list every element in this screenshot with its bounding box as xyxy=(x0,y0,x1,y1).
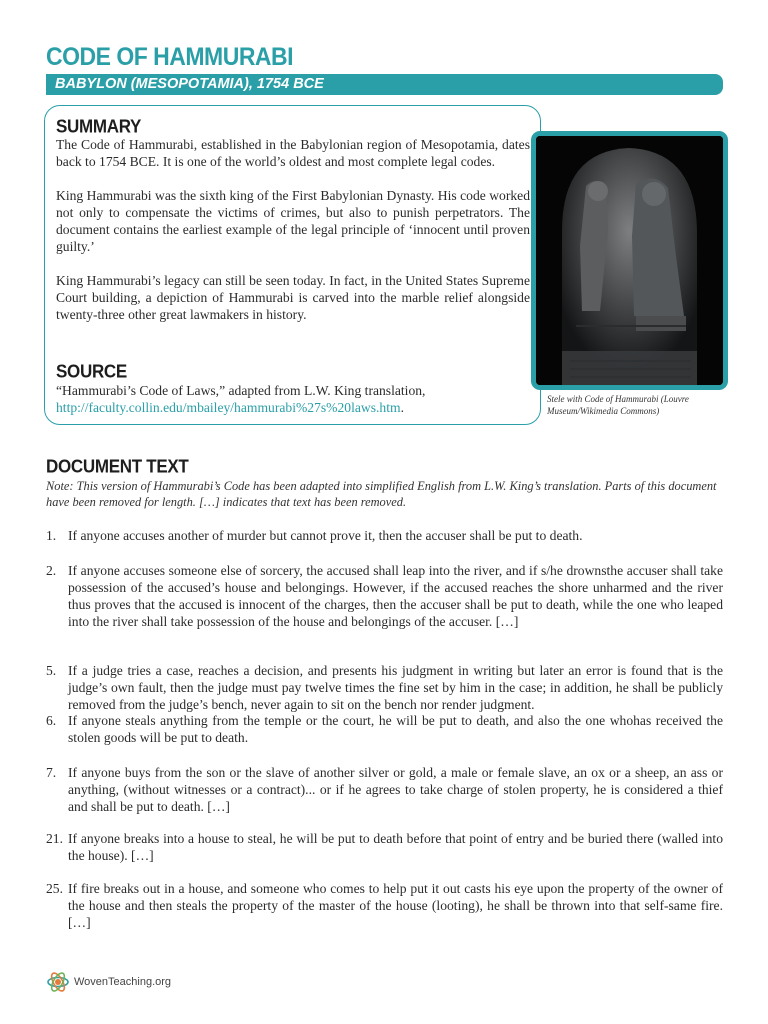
summary-heading: SUMMARY xyxy=(56,116,142,137)
document-heading: DOCUMENT TEXT xyxy=(46,456,189,477)
page-subtitle: BABYLON (MESOPOTAMIA), 1754 BCE xyxy=(55,76,324,92)
law-item xyxy=(46,527,723,544)
source-link[interactable]: http://faculty.collin.edu/mbailey/hammurabi%27s%20laws.htm xyxy=(56,400,401,415)
woven-logo-icon xyxy=(46,970,70,994)
law-text: If anyone buys from the son or the slave of another silver or gold, a male or female slave, an ox or a sheep, an ass or anything, (without witnesses or a contract)... or if he agrees to take charge of stolen property, he is considered a thief and shall be put to death. […] xyxy=(68,765,723,814)
law-text: If anyone breaks into a house to steal, he will be put to death before that point of entry and be buried there (walled into the house). […] xyxy=(68,831,723,863)
summary-paragraph: The Code of Hammurabi, established in the Babylonian region of Mesopotamia, dates back to 1754 BCE. It is one of the world’s oldest and most complete legal codes. xyxy=(56,137,530,169)
source-citation: “Hammurabi’s Code of Laws,” adapted from L.W. King translation, xyxy=(56,383,426,398)
law-item xyxy=(46,562,723,630)
law-number: 2. xyxy=(46,563,57,578)
law-item xyxy=(46,712,723,746)
law-item xyxy=(46,662,723,713)
source-heading: SOURCE xyxy=(56,361,127,382)
law-item xyxy=(46,764,723,815)
summary-box xyxy=(44,105,541,425)
page-title: CODE OF HAMMURABI xyxy=(46,42,294,71)
law-text: If anyone accuses another of murder but cannot prove it, then the accuser shall be put to death. xyxy=(68,528,583,543)
image-caption: Stele with Code of Hammurabi (Louvre Museum/Wikimedia Commons) xyxy=(547,394,689,416)
subtitle-bar xyxy=(46,74,723,95)
footer-site: WovenTeaching.org xyxy=(74,976,172,988)
summary-paragraph: King Hammurabi was the sixth king of the First Babylonian Dynasty. His code worked not only to compensate the victims of crimes, but also to punish perpetrators. The document contains the earliest example of the legal principle of ‘innocent until proven guilty.’ xyxy=(56,188,530,254)
stele-illustration xyxy=(536,136,723,385)
law-text: If anyone steals anything from the temple or the court, he will be put to death, and also the one whohas received the stolen goods will be put to death. xyxy=(68,713,723,745)
law-text: If anyone accuses someone else of sorcery, the accused shall leap into the river, and if s/he drownsthe accuser shall take possession of the accused’s house and belongings. However, if the accused reaches the shore unharmed and the river thus proves that the accused is innocent of the charges, then the accuser shall be put to death, while the one who leaped into the river shall take possession of the house and belongings of the accuser. […] xyxy=(68,563,723,629)
stele-image xyxy=(536,136,723,385)
stele-image-frame xyxy=(531,131,728,390)
summary-text xyxy=(56,136,530,340)
law-item xyxy=(46,830,723,864)
summary-paragraph: King Hammurabi’s legacy can still be seen today. In fact, in the United States Supreme Court building, a depiction of Hammurabi is carved into the marble relief alongside twenty-three other great lawmakers in history. xyxy=(56,273,530,322)
document-note: Note: This version of Hammurabi’s Code has been adapted into simplified English from L.W. King’s translation. Parts of this document have been removed for length. […] indicates that text has been removed. xyxy=(46,479,717,509)
law-number: 21. xyxy=(46,831,63,846)
law-text: If fire breaks out in a house, and someone who comes to help put it out casts his eye upon the property of the owner of the house and then steals the property of the master of the house (looting), he shall be thrown into that self-same fire. […] xyxy=(68,881,723,930)
law-number: 6. xyxy=(46,713,57,728)
law-item xyxy=(46,880,723,931)
law-number: 7. xyxy=(46,765,57,780)
footer xyxy=(46,970,171,994)
law-number: 25. xyxy=(46,881,63,896)
law-number: 5. xyxy=(46,663,57,678)
law-text: If a judge tries a case, reaches a decision, and presents his judgment in writing but later an error is found that is the judge’s own fault, then the judge must pay twelve times the fine set by him in the case; in addition, he shall be publicly removed from the judge’s bench, never again to sit on the bench nor render judgment. xyxy=(68,663,723,712)
source-period: . xyxy=(400,400,404,415)
source-text xyxy=(56,382,530,416)
law-number: 1. xyxy=(46,528,57,543)
